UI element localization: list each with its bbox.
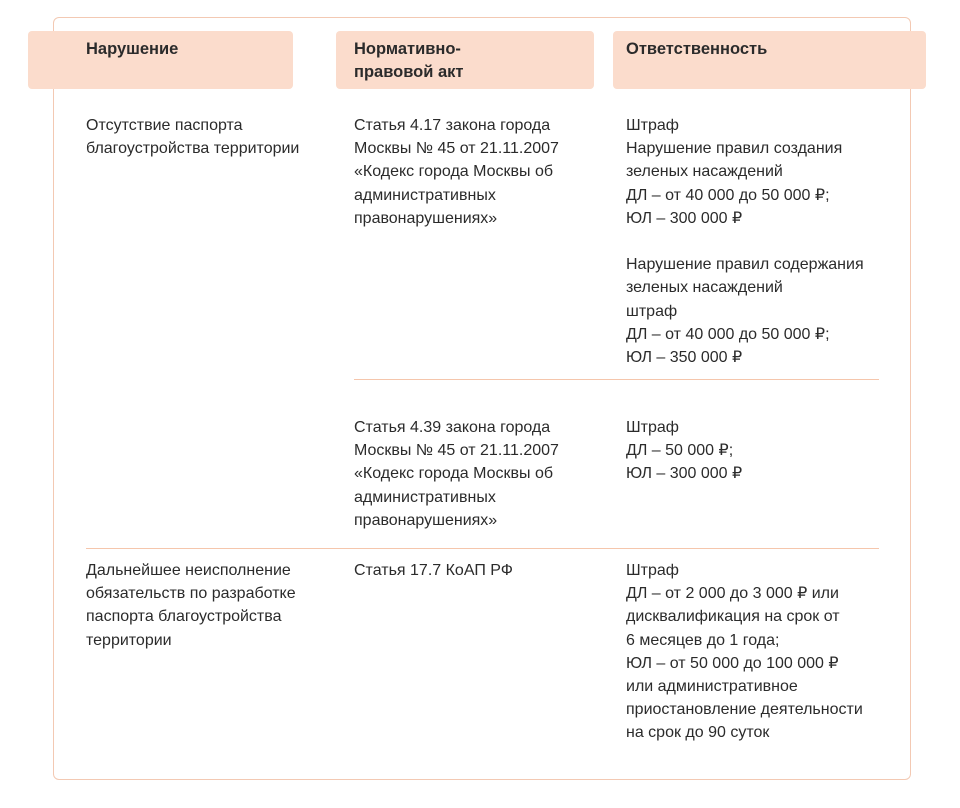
row1-violation-cell bbox=[86, 114, 299, 160]
row2-resp-line: Штраф bbox=[626, 562, 679, 579]
row1-sub2-act-line: Статья 4.39 закона города bbox=[354, 419, 551, 436]
row2-resp-line: приостановление деятельности bbox=[626, 701, 863, 719]
row1-violation-line: Отсутствие паспорта bbox=[86, 117, 243, 134]
row2-violation-line: территории bbox=[86, 631, 172, 649]
row2-resp-line: или административное bbox=[626, 678, 798, 696]
row1-sub1-resp-line: Нарушение правил создания bbox=[626, 140, 843, 158]
row1-sub1-responsibility-cell bbox=[626, 114, 864, 369]
header-legal-act-line2: правовой акт bbox=[354, 63, 464, 81]
row1-sub1-resp-line: Штраф bbox=[626, 117, 679, 134]
header-responsibility bbox=[613, 31, 926, 89]
row1-sub1-resp-line: ЮЛ – 350 000 ₽ bbox=[626, 349, 743, 367]
row1-sub2-resp-line: ДЛ – 50 000 ₽; bbox=[626, 442, 734, 460]
row1-sub1-act-line: Статья 4.17 закона города bbox=[354, 117, 551, 134]
row2-resp-line: ДЛ – от 2 000 до 3 000 ₽ или bbox=[626, 585, 839, 603]
sub-row-divider bbox=[354, 379, 879, 380]
row1-sub2-act-line: административных bbox=[354, 488, 496, 506]
row1-sub2-resp-line: Штраф bbox=[626, 419, 679, 436]
row1-sub1-resp-line: штраф bbox=[626, 302, 678, 320]
header-legal-act bbox=[336, 31, 594, 89]
row2-violation-cell bbox=[86, 559, 296, 652]
row2-resp-line: 6 месяцев до 1 года; bbox=[626, 631, 780, 649]
row1-sub2-resp-line: ЮЛ – 300 000 ₽ bbox=[626, 465, 743, 483]
row2-violation-line: обязательств по разработке bbox=[86, 585, 296, 603]
row2-violation-line: Дальнейшее неисполнение bbox=[86, 562, 291, 579]
row1-sub1-resp-line: ДЛ – от 40 000 до 50 000 ₽; bbox=[626, 325, 830, 343]
paragraph-gap bbox=[626, 230, 864, 253]
row1-sub1-act-line: правонарушениях» bbox=[354, 209, 498, 227]
row2-violation-line: паспорта благоустройства bbox=[86, 608, 282, 626]
row-divider bbox=[86, 548, 879, 549]
row1-sub1-act-line: «Кодекс города Москвы об bbox=[354, 163, 554, 181]
row1-sub2-act-line: Москвы № 45 от 21.11.2007 bbox=[354, 442, 559, 460]
row1-sub2-act-line: правонарушениях» bbox=[354, 511, 498, 529]
header-legal-act-line1: Нормативно- bbox=[354, 40, 461, 58]
row1-sub2-responsibility-cell bbox=[626, 416, 742, 486]
header-violation-label: Нарушение bbox=[86, 40, 179, 58]
header-violation bbox=[28, 31, 293, 89]
row1-sub1-resp-line: Нарушение правил содержания bbox=[626, 256, 864, 274]
row1-sub1-resp-line: зеленых насаждений bbox=[626, 279, 783, 297]
row1-sub1-resp-line: зеленых насаждений bbox=[626, 163, 783, 181]
row2-resp-line: ЮЛ – от 50 000 до 100 000 ₽ bbox=[626, 654, 839, 672]
row2-resp-line: на срок до 90 суток bbox=[626, 724, 770, 742]
row2-act-cell bbox=[354, 559, 513, 582]
row2-act-line: Статья 17.7 КоАП РФ bbox=[354, 562, 513, 579]
row2-resp-line: дисквалификация на срок от bbox=[626, 608, 840, 626]
row1-sub1-act-line: административных bbox=[354, 186, 496, 204]
row1-sub2-act-line: «Кодекс города Москвы об bbox=[354, 465, 554, 483]
row1-violation-line: благоустройства территории bbox=[86, 140, 300, 158]
row1-sub2-act-cell bbox=[354, 416, 559, 532]
row2-responsibility-cell bbox=[626, 559, 863, 745]
row1-sub1-act-line: Москвы № 45 от 21.11.2007 bbox=[354, 140, 559, 158]
row1-sub1-resp-line: ДЛ – от 40 000 до 50 000 ₽; bbox=[626, 186, 830, 204]
header-responsibility-label: Ответственность bbox=[626, 40, 768, 58]
row1-sub1-act-cell bbox=[354, 114, 559, 230]
row1-sub1-resp-line: ЮЛ – 300 000 ₽ bbox=[626, 209, 743, 227]
